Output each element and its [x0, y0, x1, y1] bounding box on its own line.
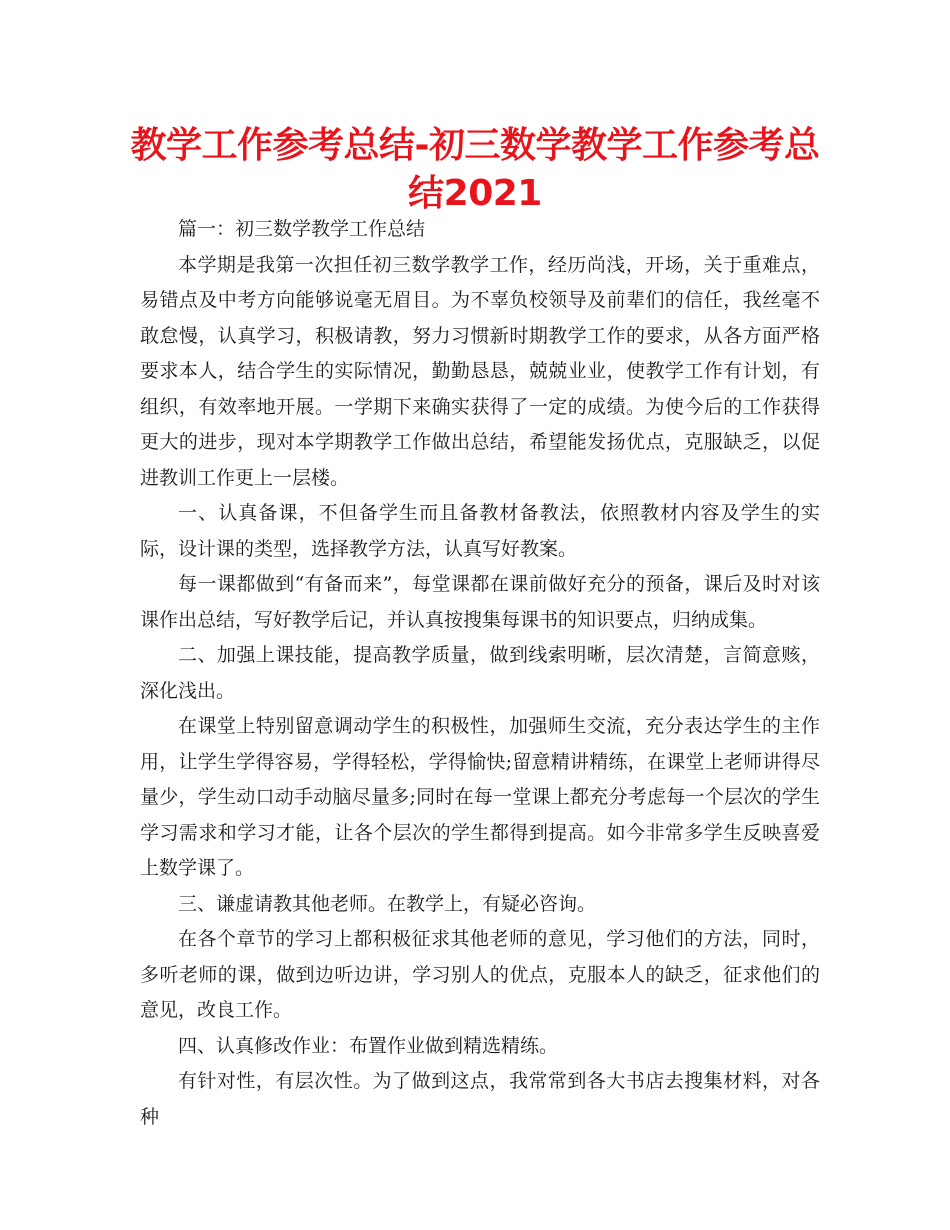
paragraph-point-three: 三、谦虚请教其他老师。在教学上，有疑必咨询。 — [178, 892, 597, 915]
paragraph-point-two-detail: 在课堂上特别留意调动学生的积极性，加强师生交流，充分表达学生的主作用，让学生学得容易，学得轻松，学得愉快;留意精讲精练，在课堂上老师讲得尽量少，学生动口动手动脑尽量多;同时在每一堂课上都充分考虑每一个层次的学生学习需求和学习才能，让各个层次的学生都得到提高。如今非常多学生反映喜爱上数学课了。 — [140, 715, 820, 879]
paragraph-point-two: 二、加强上课技能，提高教学质量，做到线索明晰，层次清楚，言简意赅，深化浅出。 — [140, 644, 820, 702]
paragraph-section-heading: 篇一：初三数学教学工作总结 — [178, 218, 426, 240]
paragraph-point-three-detail: 在各个章节的学习上都积极征求其他老师的意见，学习他们的方法，同时，多听老师的课，做到边听边讲，学习别人的优点，克服本人的缺乏，征求他们的意见，改良工作。 — [140, 928, 820, 1021]
paragraph-point-four: 四、认真修改作业：布置作业做到精选精练。 — [178, 1034, 559, 1057]
paragraph-intro: 本学期是我第一次担任初三数学教学工作，经历尚浅，开场，关于重难点，易错点及中考方向能够说毫无眉目。为不辜负校领导及前辈们的信任，我丝毫不敢怠慢，认真学习，积极请教，努力习惯新时期教学工作的要求，从各方面严格要求本人，结合学生的实际情况，勤勤恳恳，兢兢业业，使教学工作有计划，有组织，有效率地开展。一学期下来确实获得了一定的成绩。为使今后的工作获得更大的进步，现对本学期教学工作做出总结，希望能发扬优点，克服缺乏，以促进教训工作更上一层楼。 — [140, 253, 820, 489]
paragraph-point-four-detail: 有针对性，有层次性。为了做到这点，我常常到各大书店去搜集材料，对各种 — [140, 1070, 820, 1128]
paragraph-point-one: 一、认真备课，不但备学生而且备教材备教法，依照教材内容及学生的实际，设计课的类型，选择教学方法，认真写好教案。 — [140, 502, 820, 560]
paragraph-point-one-detail: 每一课都做到“有备而来”，每堂课都在课前做好充分的预备，课后及时对该课作出总结，写好教学后记，并认真按搜集每课书的知识要点，归纳成集。 — [140, 573, 820, 631]
document-body — [140, 212, 820, 1135]
document-title: 教学工作参考总结-初三数学教学工作参考总结2021 — [130, 125, 820, 214]
